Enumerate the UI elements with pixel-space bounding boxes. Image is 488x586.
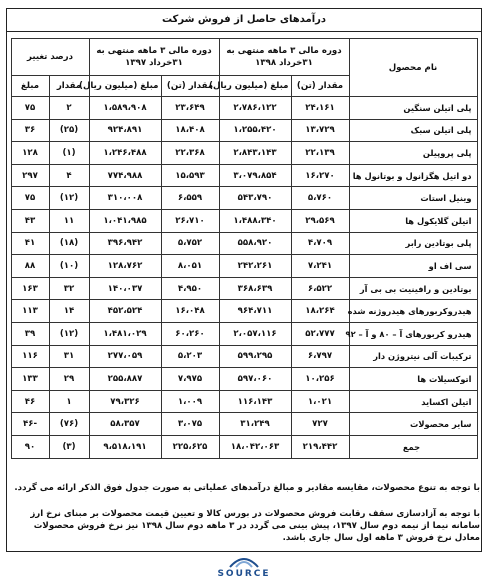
- change-qty-cell: ۲۹: [49, 368, 89, 391]
- amount-1398-cell: ۵۹۹،۲۹۵: [219, 345, 291, 368]
- header-period-1398: دوره مالی ۳ ماهه منتهی به ۳۱خرداد ۱۳۹۸: [219, 39, 349, 76]
- qty-1398-cell: ۶،۵۲۲: [291, 277, 349, 300]
- qty-1397-cell: ۷،۹۷۵: [161, 368, 219, 391]
- total-change-amount: ۹۰: [11, 435, 49, 458]
- header-qty-1397: مقدار (تن): [161, 76, 219, 97]
- qty-1398-cell: ۴،۷۰۹: [291, 232, 349, 255]
- change-qty-cell: (۱۰): [49, 255, 89, 278]
- change-qty-cell: (۱۲): [49, 322, 89, 345]
- change-amount-cell: ۱۶۳: [11, 277, 49, 300]
- table-row: [11, 368, 477, 391]
- qty-1398-cell: ۲۹،۵۶۹: [291, 209, 349, 232]
- change-amount-cell: ۱۳۳: [11, 368, 49, 391]
- change-qty-cell: ۳۲: [49, 277, 89, 300]
- amount-1397-cell: ۹۲۴،۸۹۱: [89, 119, 161, 142]
- change-qty-cell: ۱۴: [49, 300, 89, 323]
- table-row: [11, 413, 477, 436]
- table-row: [11, 209, 477, 232]
- amount-1397-cell: ۵۸،۳۵۷: [89, 413, 161, 436]
- change-qty-cell: (۷۶): [49, 413, 89, 436]
- amount-1398-cell: ۵۵۸،۹۲۰: [219, 232, 291, 255]
- product-name-cell: ترکیبات آلی نیتروژن دار: [349, 345, 477, 368]
- change-amount-cell: ۲۹۷: [11, 164, 49, 187]
- qty-1398-cell: ۶،۷۹۷: [291, 345, 349, 368]
- qty-1397-cell: ۸،۰۵۱: [161, 255, 219, 278]
- amount-1398-cell: ۱،۲۵۵،۴۲۰: [219, 119, 291, 142]
- header-change-percent: درصد تغییر: [11, 39, 89, 76]
- amount-1397-cell: ۱،۴۸۱،۰۲۹: [89, 322, 161, 345]
- note-price-forecast: با توجه به آزادسازی سقف رقابت فروش محصولات در بورس کالا و تعیین قیمت محصولات بر مبنای نرخ ارز سامانه نیما از نیمه دوم سال ۱۳۹۷، پیش بینی می گردد در ۳ ماهه دوم سال ۱۳۹۸ نیز نرخ فروش محصولات معادل نرخ فروش ۳ ماهه اول سال جاری باشد.: [30, 509, 480, 543]
- source-logo-text: SOURCE: [217, 569, 271, 579]
- sales-revenue-table: [11, 32, 478, 459]
- table-row: [11, 119, 477, 142]
- qty-1398-cell: ۵،۷۶۰: [291, 187, 349, 210]
- qty-1397-cell: ۵،۲۰۳: [161, 345, 219, 368]
- change-qty-cell: ۴: [49, 164, 89, 187]
- amount-1398-cell: ۱۱۶،۱۴۳: [219, 390, 291, 413]
- table-row: [11, 255, 477, 278]
- product-name-cell: هیدروکربورهای هیدروژنه شده: [349, 300, 477, 323]
- table-row: [11, 345, 477, 368]
- qty-1397-cell: ۲۶،۷۱۰: [161, 209, 219, 232]
- table-row: [11, 232, 477, 255]
- amount-1397-cell: ۱۲۸،۷۶۲: [89, 255, 161, 278]
- amount-1398-cell: ۹۶۴،۷۱۱: [219, 300, 291, 323]
- change-qty-cell: (۱): [49, 142, 89, 165]
- qty-1398-cell: ۱۳،۷۲۹: [291, 119, 349, 142]
- amount-1398-cell: ۵۴۳،۷۹۰: [219, 187, 291, 210]
- product-name-cell: سایر محصولات: [349, 413, 477, 436]
- change-amount-cell: ۷۵: [11, 187, 49, 210]
- total-label: جمع: [349, 435, 477, 458]
- header-product: نام محصول: [349, 39, 477, 97]
- amount-1398-cell: ۲،۸۴۳،۱۴۳: [219, 142, 291, 165]
- product-name-cell: اتوکسیلات ها: [349, 368, 477, 391]
- product-name-cell: پلی بوتادین رابر: [349, 232, 477, 255]
- change-amount-cell: ۱۲۸: [11, 142, 49, 165]
- change-qty-cell: ۱: [49, 390, 89, 413]
- product-name-cell: سی اف او: [349, 255, 477, 278]
- product-name-cell: پلی اتیلن سبک: [349, 119, 477, 142]
- product-name-cell: پلی پروپیلن: [349, 142, 477, 165]
- product-name-cell: اتیلن گلایکول ها: [349, 209, 477, 232]
- product-name-cell: بوتادین و رافینیت بی بی آر: [349, 277, 477, 300]
- table-row: [11, 164, 477, 187]
- change-amount-cell: ۴۳: [11, 209, 49, 232]
- header-change-qty: مقدار: [49, 76, 89, 97]
- amount-1398-cell: ۱،۴۸۸،۳۴۰: [219, 209, 291, 232]
- qty-1397-cell: ۴،۹۵۰: [161, 277, 219, 300]
- report-panel: [6, 8, 482, 552]
- table-row: [11, 300, 477, 323]
- change-amount-cell: ۷۵: [11, 97, 49, 120]
- change-qty-cell: (۱۸): [49, 232, 89, 255]
- amount-1397-cell: ۴۵۲،۵۲۴: [89, 300, 161, 323]
- change-amount-cell: ۱۱۶: [11, 345, 49, 368]
- change-qty-cell: (۲۵): [49, 119, 89, 142]
- amount-1398-cell: ۳۱،۲۴۹: [219, 413, 291, 436]
- header-qty-1398: مقدار (تن): [291, 76, 349, 97]
- product-name-cell: وینیل استات: [349, 187, 477, 210]
- change-qty-cell: ۱۱: [49, 209, 89, 232]
- amount-1397-cell: ۳۹۶،۹۴۲: [89, 232, 161, 255]
- change-amount-cell: ۴۱: [11, 232, 49, 255]
- change-amount-cell: ۴۶: [11, 390, 49, 413]
- product-name-cell: پلی اتیلن سنگین: [349, 97, 477, 120]
- change-qty-cell: ۲: [49, 97, 89, 120]
- total-amount-1398: ۱۸،۰۴۲،۰۶۳: [219, 435, 291, 458]
- table-row: [11, 322, 477, 345]
- header-period-1397: دوره مالی ۳ ماهه منتهی به ۳۱خرداد ۱۳۹۷: [89, 39, 219, 76]
- table-row: [11, 390, 477, 413]
- qty-1398-cell: ۱،۰۲۱: [291, 390, 349, 413]
- amount-1398-cell: ۲۴۲،۲۶۱: [219, 255, 291, 278]
- amount-1397-cell: ۱۴۰،۰۳۷: [89, 277, 161, 300]
- amount-1397-cell: ۷۹،۳۲۶: [89, 390, 161, 413]
- change-amount-cell: ۸۸: [11, 255, 49, 278]
- total-qty-1397: ۲۲۵،۶۲۵: [161, 435, 219, 458]
- table-body: [11, 97, 477, 459]
- qty-1397-cell: ۱۵،۵۹۳: [161, 164, 219, 187]
- amount-1397-cell: ۱،۲۴۶،۴۸۸: [89, 142, 161, 165]
- amount-1398-cell: ۵۹۷،۰۶۰: [219, 368, 291, 391]
- amount-1397-cell: ۳۱۰،۰۰۸: [89, 187, 161, 210]
- total-change-qty: (۳): [49, 435, 89, 458]
- change-qty-cell: ۳۱: [49, 345, 89, 368]
- qty-1397-cell: ۲۳،۶۴۹: [161, 97, 219, 120]
- qty-1397-cell: ۶۰،۲۶۰: [161, 322, 219, 345]
- amount-1398-cell: ۲،۰۵۷،۱۱۶: [219, 322, 291, 345]
- table-row: [11, 142, 477, 165]
- table-title: درآمدهای حاصل از فروش شرکت: [7, 9, 481, 32]
- change-amount-cell: ۱۱۳: [11, 300, 49, 323]
- qty-1397-cell: ۲۲،۳۶۸: [161, 142, 219, 165]
- qty-1397-cell: ۳،۰۷۵: [161, 413, 219, 436]
- source-logo: [196, 553, 292, 585]
- qty-1398-cell: ۲۲،۱۳۹: [291, 142, 349, 165]
- qty-1398-cell: ۷۲۷: [291, 413, 349, 436]
- amount-1398-cell: ۲،۷۸۶،۱۲۲: [219, 97, 291, 120]
- change-qty-cell: (۱۲): [49, 187, 89, 210]
- header-amount-1397: مبلغ (میلیون ریال): [89, 76, 161, 97]
- table-row: [11, 187, 477, 210]
- amount-1397-cell: ۱،۵۸۹،۹۰۸: [89, 97, 161, 120]
- qty-1398-cell: ۲۴،۱۶۱: [291, 97, 349, 120]
- total-qty-1398: ۲۱۹،۴۴۲: [291, 435, 349, 458]
- product-name-cell: اتیلن اکساید: [349, 390, 477, 413]
- note-product-diversity: با توجه به تنوع محصولات، مقایسه مقادیر و مبالغ درآمدهای عملیاتی به صورت جدول فوق الذکر ارائه می گردد.: [14, 483, 480, 493]
- qty-1398-cell: ۵۲،۷۷۷: [291, 322, 349, 345]
- total-row: [11, 435, 477, 458]
- qty-1398-cell: ۱۶،۲۷۰: [291, 164, 349, 187]
- qty-1398-cell: ۱۰،۲۵۶: [291, 368, 349, 391]
- product-name-cell: هیدرو کربورهای آ – ۸۰ و آ – ۹۲: [349, 322, 477, 345]
- total-amount-1397: ۹،۵۱۸،۱۹۱: [89, 435, 161, 458]
- table-row: [11, 97, 477, 120]
- qty-1397-cell: ۱۶،۰۴۸: [161, 300, 219, 323]
- qty-1397-cell: ۵،۷۵۲: [161, 232, 219, 255]
- header-amount-1398: مبلغ (میلیون ریال): [219, 76, 291, 97]
- qty-1398-cell: ۱۸،۲۶۴: [291, 300, 349, 323]
- qty-1398-cell: ۷،۲۴۱: [291, 255, 349, 278]
- qty-1397-cell: ۶،۵۵۹: [161, 187, 219, 210]
- qty-1397-cell: ۱۸،۴۰۸: [161, 119, 219, 142]
- qty-1397-cell: ۱،۰۰۹: [161, 390, 219, 413]
- change-amount-cell: ۳۶: [11, 119, 49, 142]
- amount-1398-cell: ۳۶۸،۶۳۹: [219, 277, 291, 300]
- amount-1397-cell: ۱،۰۴۱،۹۸۵: [89, 209, 161, 232]
- amount-1397-cell: ۲۵۵،۸۸۷: [89, 368, 161, 391]
- amount-1397-cell: ۷۷۴،۹۸۸: [89, 164, 161, 187]
- amount-1397-cell: ۲۷۷،۰۵۹: [89, 345, 161, 368]
- change-amount-cell: -۴۶: [11, 413, 49, 436]
- amount-1398-cell: ۳،۰۷۹،۸۵۴: [219, 164, 291, 187]
- change-amount-cell: ۳۹: [11, 322, 49, 345]
- product-name-cell: دو اتیل هگزانول و بوتانول ها: [349, 164, 477, 187]
- header-change-amount: مبلغ: [11, 76, 49, 97]
- table-row: [11, 277, 477, 300]
